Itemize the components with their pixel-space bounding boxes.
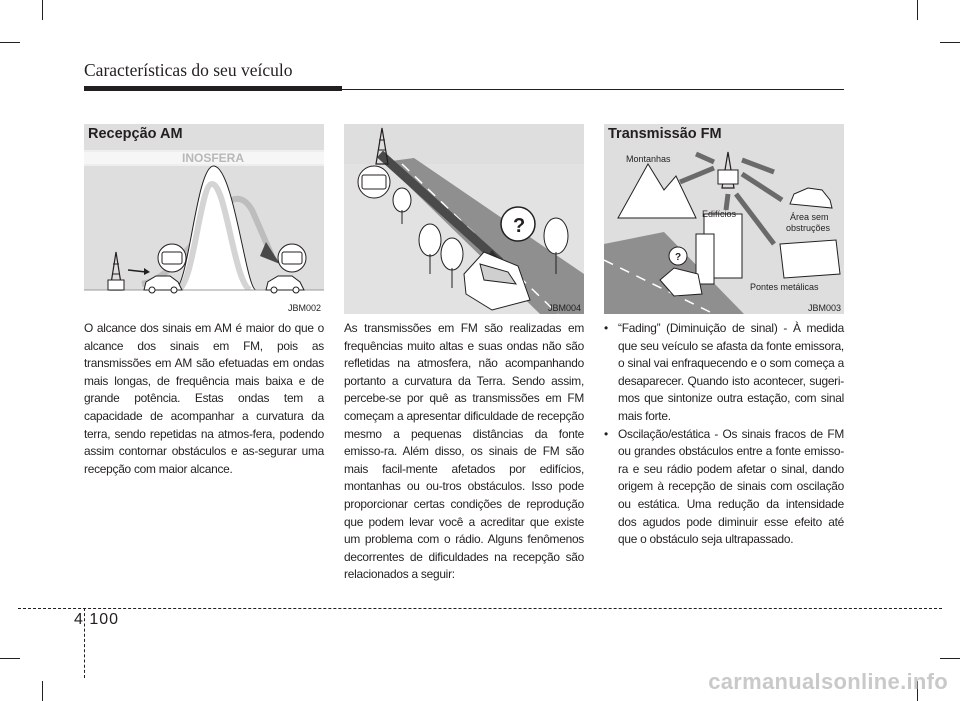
text-column-3	[604, 320, 844, 549]
bridge-icon	[780, 240, 840, 278]
bullet-symbol: •	[604, 321, 608, 335]
watermark: carmanualsonline.info	[708, 669, 948, 694]
label-open-area-line2: obstruções	[786, 223, 831, 233]
fm-transmission-figure	[604, 124, 844, 314]
radio-icon	[158, 244, 186, 272]
fm-road-illustration	[344, 124, 584, 314]
list-item	[604, 426, 844, 549]
building-icon	[696, 214, 742, 284]
section-title: Características do seu veículo	[84, 60, 293, 80]
question-bubble	[669, 247, 687, 265]
am-illustration	[84, 124, 324, 314]
label-open-area-line1: Área sem	[790, 212, 829, 222]
label-mountains: Montanhas	[626, 154, 671, 164]
crop-mark	[0, 658, 20, 659]
bullet-text-fading: “Fading” (Diminuição de sinal) - À medida que seu veículo se afasta da fonte emissora, o sinal vai enfraquecendo e o som começa a desaparecer. Quando isto acontecer, sugeri-mos que sintonize outra estação, com sinal mais forte.	[618, 321, 844, 423]
text-column-2	[344, 320, 584, 584]
crop-mark	[917, 0, 918, 20]
label-bridges: Pontes metálicas	[750, 282, 819, 292]
ionosphere-label: INOSFERA	[182, 151, 245, 165]
crop-mark	[42, 0, 43, 20]
label-buildings: Edifícios	[702, 209, 737, 219]
fm-illustration	[604, 124, 844, 314]
bullet-symbol: •	[604, 426, 608, 441]
crop-mark	[42, 681, 43, 701]
crop-mark	[940, 42, 960, 43]
figure-title: Recepção AM	[88, 126, 183, 142]
fm-road-figure	[344, 124, 584, 314]
footer-rule	[18, 608, 942, 609]
paragraph-fm: As transmissões em FM são realizadas em frequências muito altas e suas ondas não são refletidas na atmosfera, não acompanhando portanto a curvatura da Terra. Sendo assim, percebe-se por quê as transmissões em FM começam a apresentar dificuldade de recepção mesmo a pequenas distâncias da fonte emisso-ra. Além disso, os sinais de FM são mais facil-mente afetados por edifícios, montanhas ou ou-tros obstáculos. Isso pode proporcionar certas condições de reprodução que podem levar você a acreditar que existe um problema com o rádio. Alguns fenômenos decorrentes de dificuldades na recepção são relacionados a seguir:	[344, 321, 584, 582]
crop-mark	[0, 42, 20, 43]
list-item	[604, 320, 844, 426]
mountain-icon	[618, 164, 696, 218]
crop-mark	[940, 658, 960, 659]
am-reception-figure	[84, 124, 324, 314]
text-column-1	[84, 320, 324, 478]
bullet-text-static: Oscilação/estática - Os sinais fracos de FM ou grandes obstáculos entre a fonte emisso-ra e seu rádio podem afetar o sinal, dando origem à recepção de sinais com oscilação ou estática. Uma redução da intensidade dos agudos pode diminuir esse efeito até que o obstáculo seja ultrapassado.	[618, 426, 844, 547]
figure-code: JBM004	[547, 303, 581, 313]
paragraph-am: O alcance dos sinais em AM é maior do que o alcance dos sinais em FM, pois as transmissões em AM são efetuadas em ondas mais longas, de frequência mais baixa e de grande potência. Estas ondas tem a capacidade de acompanhar a curvatura da terra, sendo repetidas na atmos-fera, podendo assim contornar obstáculos e as-segurar uma recepção com maior alcance.	[84, 321, 324, 476]
transmission-tower-icon	[108, 252, 124, 290]
page-number: 4 100	[74, 611, 120, 628]
transmission-tower-icon	[718, 152, 738, 188]
figure-title: Transmissão FM	[608, 126, 722, 142]
figure-code: JBM002	[287, 303, 321, 313]
header-accent-bar	[84, 86, 342, 91]
question-bubble	[501, 207, 535, 241]
svg-text:?: ?	[513, 215, 526, 237]
radio-icon	[278, 244, 306, 272]
car-icon	[266, 276, 304, 293]
figure-code: JBM003	[807, 303, 841, 313]
bullet-list	[604, 320, 844, 549]
svg-text:?: ?	[675, 252, 682, 263]
car-icon	[790, 188, 832, 208]
radio-icon	[358, 166, 390, 198]
